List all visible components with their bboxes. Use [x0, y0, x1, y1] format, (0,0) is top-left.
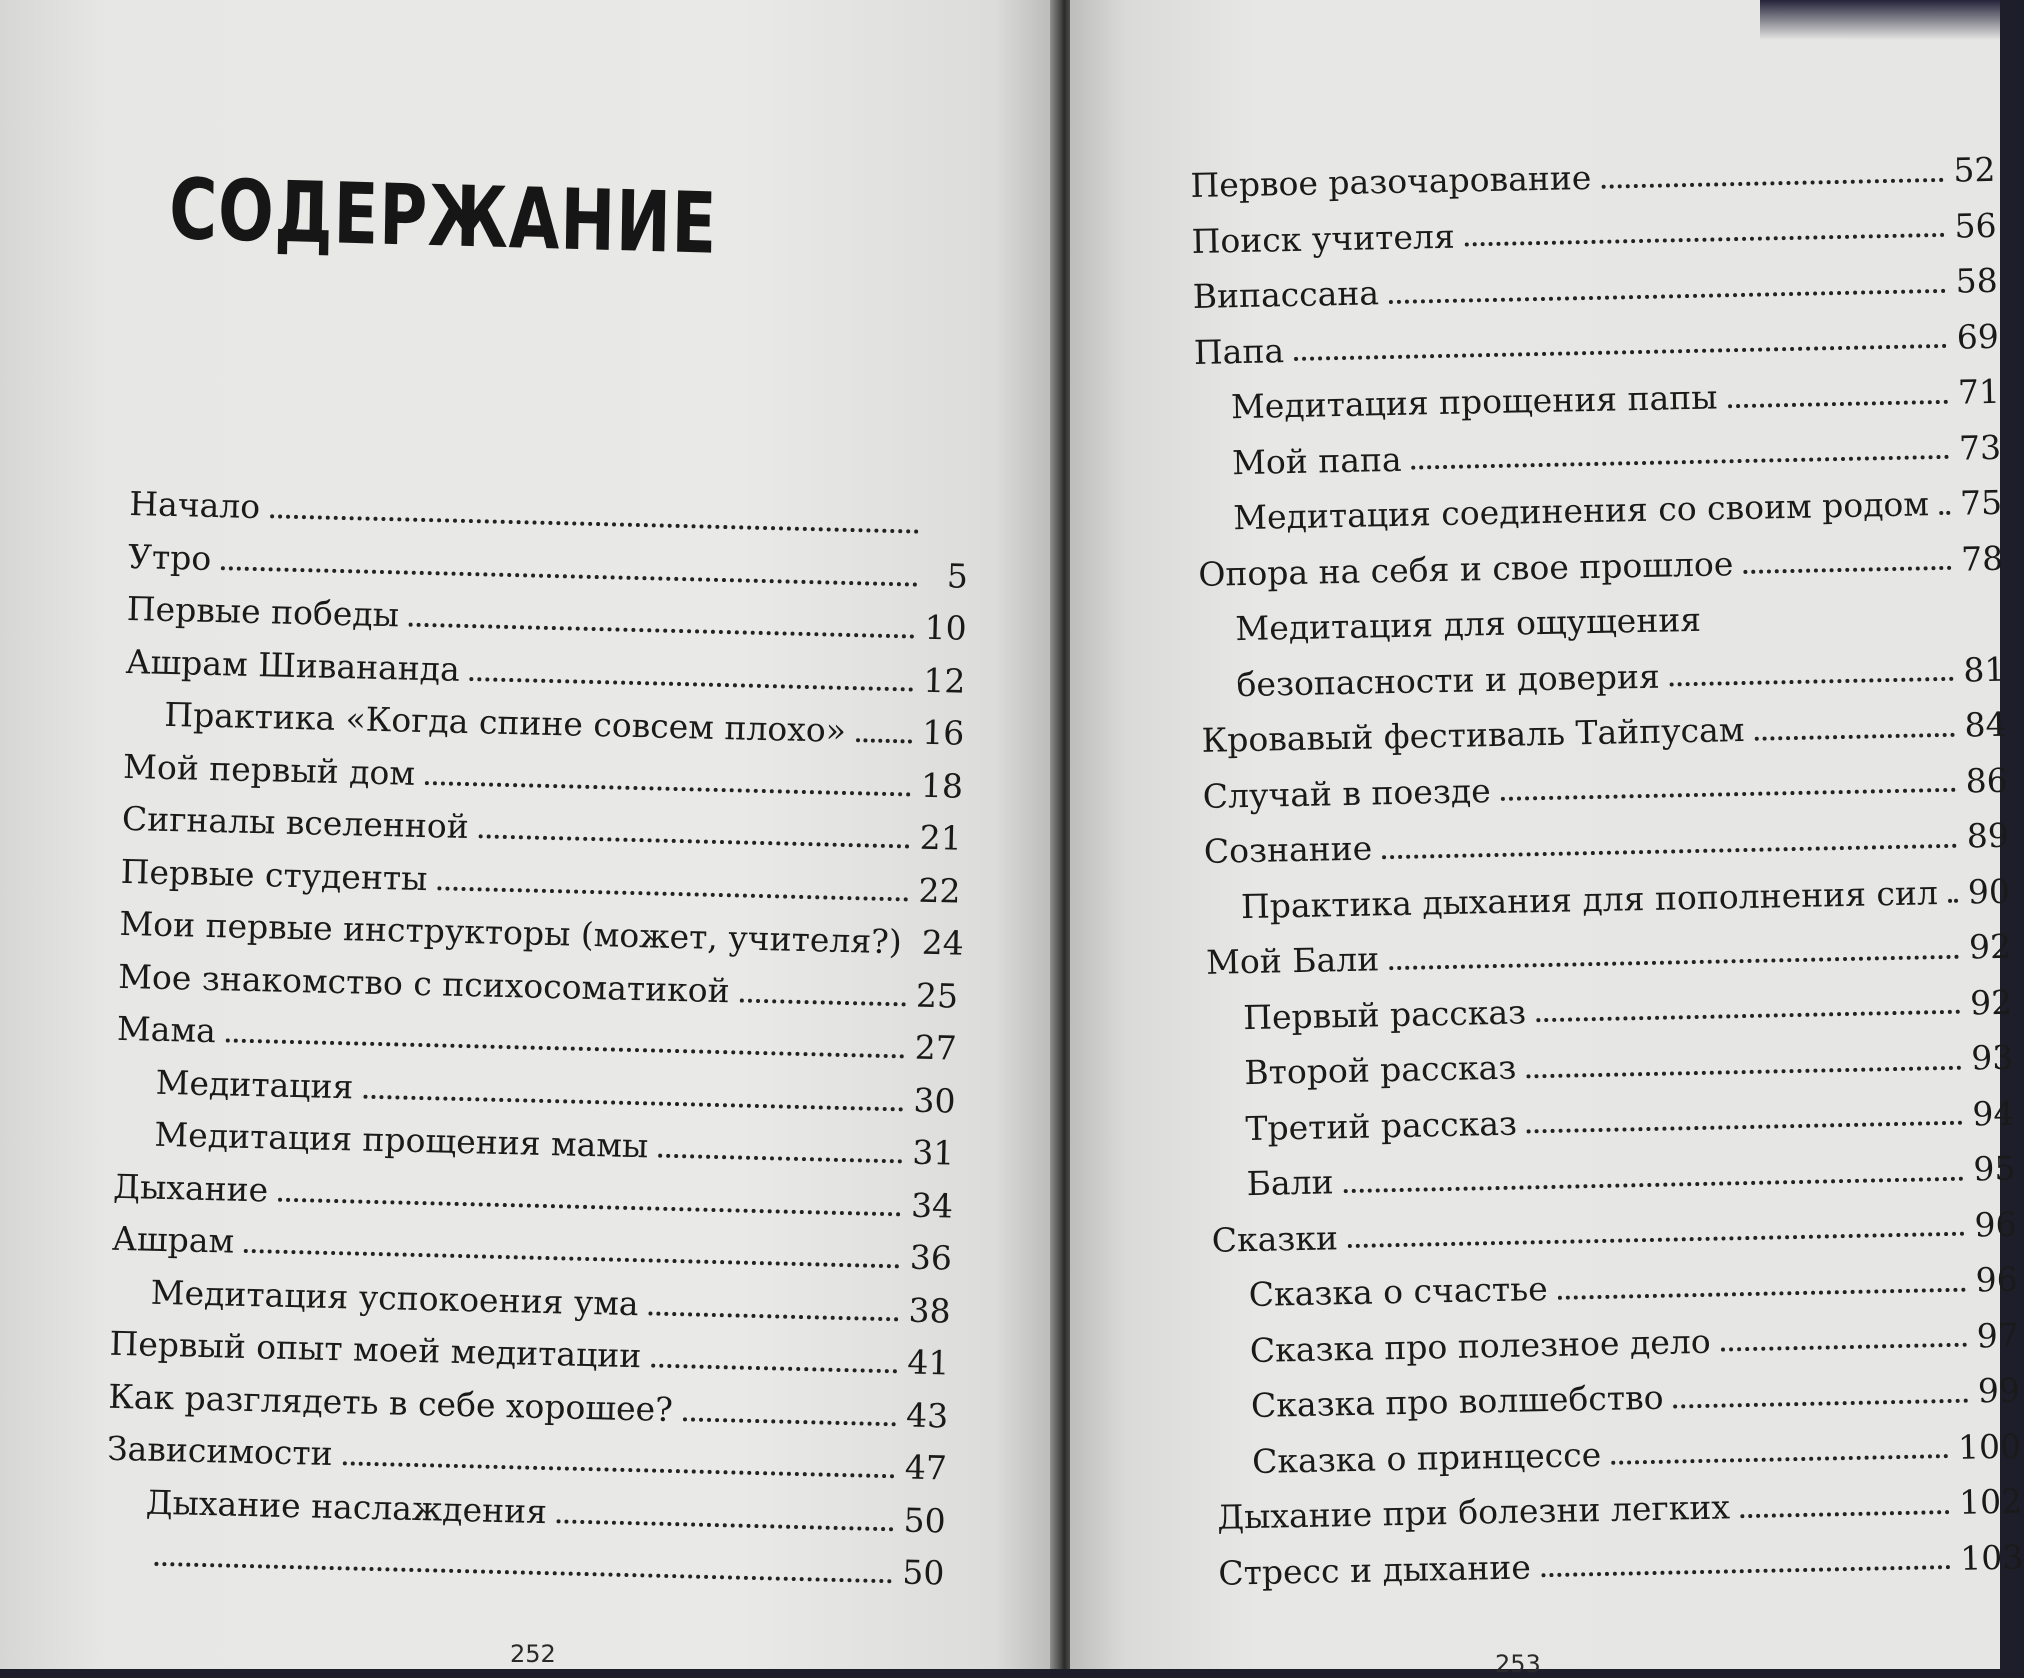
toc-entry-label: Сознание [1203, 820, 1372, 879]
toc-entry-label: Ашрам Шивананда [125, 635, 460, 695]
toc-entry-label: Мое знакомство с психосоматикой [118, 950, 731, 1017]
toc-entry-page: 94 [1972, 1085, 2015, 1141]
toc-leader-dots [683, 1417, 896, 1426]
toc-leader-dots [1389, 954, 1959, 969]
toc-leader-dots [1541, 1565, 1950, 1577]
toc-entry-page: 89 [1966, 808, 2009, 864]
toc-entry-label: Медитация прощения папы [1230, 369, 1718, 434]
toc-leader-dots [1465, 233, 1945, 247]
toc-entry-label: Третий рассказ [1245, 1095, 1518, 1156]
toc-leader-dots [221, 566, 918, 586]
toc-entry-label: Медитация соединения со своим родом [1233, 476, 1930, 545]
toc-entry-label: Первое разочарование [1190, 150, 1592, 214]
toc-entry-label: Дыхание при болезни легких [1217, 1479, 1731, 1545]
toc-entry-page [929, 534, 969, 535]
toc-leader-dots [856, 738, 912, 743]
toc-leader-dots [470, 677, 914, 691]
toc-entry-page: 12 [923, 654, 966, 707]
toc-leader-dots [1670, 677, 1954, 687]
toc-leader-dots [244, 1249, 900, 1268]
page-number-right: 253 [1495, 1650, 1541, 1678]
toc-entry-label: Медитация для ощущения [1235, 592, 1702, 657]
toc-leader-dots [1558, 1287, 1966, 1299]
toc-leader-dots [270, 515, 919, 534]
toc-leader-dots [1526, 1065, 1961, 1078]
toc-leader-dots [363, 1094, 903, 1111]
toc-entry-label: Второй рассказ [1244, 1040, 1517, 1101]
toc-entry-label: Медитация прощения мамы [154, 1109, 649, 1173]
toc-leader-dots [1527, 1121, 1963, 1134]
toc-leader-dots [226, 1039, 905, 1059]
toc-entry-label: Первые студенты [120, 845, 428, 905]
toc-entry-page: 100 [1957, 1418, 2021, 1475]
toc-entry-label: Практика дыхания для пополнения сил [1240, 865, 1938, 934]
toc-leader-dots [1721, 1343, 1967, 1352]
toc-entry-page: 47 [904, 1442, 947, 1495]
toc-entry-label: Поиск учителя [1191, 208, 1455, 269]
toc-entry-page: 95 [1973, 1141, 2016, 1197]
toc-entry-page: 43 [906, 1389, 949, 1442]
toc-entry-label: Первые победы [126, 583, 399, 642]
toc-leader-dots [1755, 733, 1955, 741]
toc-entry-page: 16 [922, 707, 965, 760]
toc-leader-dots [1536, 1010, 1960, 1023]
toc-entry-page: 99 [1977, 1363, 2020, 1419]
toc-leader-dots [278, 1197, 901, 1216]
toc-list-left [104, 478, 970, 1600]
toc-leader-dots [1382, 843, 1957, 859]
toc-entry-label: Случай в поезде [1202, 763, 1491, 824]
toc-entry-label: Практика «Когда спине совсем плохо» [164, 689, 847, 758]
toc-entry-label: Папа [1193, 323, 1284, 380]
page-number-left: 252 [510, 1640, 556, 1668]
toc-entry-label: Зависимости [106, 1423, 333, 1481]
toc-entry-label: Мой Бали [1206, 931, 1380, 990]
toc-entry-label: Сказки [1211, 1210, 1338, 1268]
toc-entry-page: 31 [912, 1127, 955, 1180]
toc-leader-dots [342, 1462, 894, 1479]
toc-leader-dots [154, 1562, 892, 1583]
toc-entry-page: 97 [1976, 1307, 2019, 1363]
toc-entry-label: Мой первый дом [123, 740, 416, 799]
toc-leader-dots [1344, 1176, 1964, 1192]
toc-entry-label: Дыхание [113, 1160, 269, 1216]
toc-leader-dots [1389, 289, 1946, 304]
toc-entry-page: 93 [1971, 1030, 2014, 1086]
toc-entry-label: Сигналы вселенной [121, 793, 469, 854]
toc-entry-label: Кровавый фестиваль Тайпусам [1201, 702, 1745, 768]
toc-entry-page: 84 [1964, 697, 2007, 753]
toc-leader-dots [1601, 178, 1943, 189]
toc-leader-dots [437, 886, 908, 901]
toc-leader-dots [739, 998, 906, 1006]
toc-leader-dots [1939, 511, 1950, 515]
toc-entry-page: 92 [1968, 919, 2011, 975]
toc-entry-page: 90 [1967, 863, 2010, 919]
toc-leader-dots [1948, 899, 1958, 903]
toc-entry-page: 10 [924, 602, 967, 655]
toc-leader-dots [1674, 1398, 1969, 1408]
toc-leader-dots [1412, 455, 1949, 470]
toc-leader-dots [651, 1364, 897, 1374]
toc-entry-page: 75 [1960, 475, 2003, 531]
toc-entry-page: 96 [1974, 1196, 2017, 1252]
toc-entry-page: 69 [1956, 308, 1999, 364]
toc-entry-page: 78 [1961, 530, 2004, 586]
toc-leader-dots [1743, 566, 1951, 574]
toc-entry-page: 50 [902, 1547, 945, 1600]
toc-entry-label: Сказка про волшебство [1250, 1370, 1664, 1434]
toc-entry-page: 73 [1958, 419, 2001, 475]
toc-leader-dots [1611, 1454, 1948, 1465]
toc-entry-page: 102 [1959, 1474, 2023, 1531]
toc-leader-dots [478, 835, 909, 849]
toc-entry-page: 25 [915, 969, 958, 1022]
toc-entry-label: Как разглядеть в себе хорошее? [108, 1370, 674, 1436]
toc-entry-page: 71 [1957, 364, 2000, 420]
toc-leader-dots [425, 781, 911, 796]
toc-entry-label: Начало [129, 478, 261, 534]
toc-leader-dots [658, 1154, 902, 1164]
toc-entry-label: Медитация успокоения ума [150, 1266, 639, 1330]
toc-entry-page: 5 [927, 549, 968, 602]
toc-entry-label: Бали [1246, 1154, 1334, 1211]
toc-entry-label: Первый опыт моей медитации [109, 1318, 642, 1383]
toc-entry-label: Опора на себя и свое прошлое [1198, 536, 1734, 602]
toc-leader-dots [1711, 624, 1954, 629]
toc-entry-label: Випассана [1192, 265, 1379, 324]
toc-leader-dots [1728, 400, 1949, 408]
toc-entry-page: 36 [909, 1232, 952, 1285]
toc-entry-page: 41 [907, 1337, 950, 1390]
toc-leader-dots [648, 1311, 898, 1321]
toc-entry-label: Медитация [155, 1056, 354, 1113]
toc-leader-dots [1501, 788, 1956, 801]
toc-entry-label: Первый рассказ [1243, 984, 1527, 1045]
toc-entry-page: 86 [1965, 752, 2008, 808]
toc-leader-dots [1740, 1510, 1949, 1518]
page-title: СОДЕРЖАНИЕ [168, 160, 718, 273]
toc-list-right [1190, 142, 2024, 1601]
toc-entry-page: 27 [914, 1022, 957, 1075]
toc-leader-dots [1348, 1232, 1965, 1248]
toc-entry-page: 50 [903, 1494, 946, 1547]
toc-leader-dots [1294, 344, 1947, 361]
toc-entry-page: 81 [1963, 641, 2006, 697]
toc-entry-page: 92 [1970, 974, 2013, 1030]
right-page [1070, 0, 2000, 1669]
toc-leader-dots [409, 623, 915, 639]
toc-entry-label: Мой папа [1232, 431, 1403, 490]
toc-entry-page: 38 [908, 1284, 951, 1337]
toc-entry-page: 58 [1955, 253, 1998, 309]
toc-entry-page: 103 [1960, 1529, 2024, 1586]
toc-entry-label: Стресс и дыхание [1218, 1539, 1532, 1601]
toc-leader-dots [557, 1519, 894, 1531]
toc-entry-page: 22 [918, 864, 961, 917]
toc-entry-label: Ашрам [111, 1213, 234, 1268]
toc-entry-label: Сказка о принцессе [1252, 1427, 1602, 1489]
toc-entry-page: 34 [910, 1179, 953, 1232]
toc-entry-page: 30 [913, 1074, 956, 1127]
toc-entry-label: Утро [128, 530, 212, 584]
toc-entry-page: 52 [1953, 142, 1996, 198]
toc-entry-page: 96 [1975, 1252, 2018, 1308]
toc-entry-page [1965, 625, 2005, 626]
toc-entry-page: 18 [920, 759, 963, 812]
toc-entry-label: Мои первые инструкторы (может, учителя?) [119, 898, 902, 969]
toc-entry-label: Мама [116, 1003, 216, 1058]
toc-entry-page: 56 [1954, 197, 1997, 253]
toc-entry-label: Сказка про полезное дело [1249, 1313, 1711, 1378]
toc-entry-label: Сказка о счастье [1248, 1261, 1548, 1322]
toc-entry-label: безопасности и доверия [1236, 648, 1660, 712]
toc-entry-page: 21 [919, 812, 962, 865]
toc-entry-page: 24 [921, 917, 964, 970]
toc-entry-label: Дыхание наслаждения [145, 1476, 547, 1538]
background-corner [1760, 0, 2000, 40]
